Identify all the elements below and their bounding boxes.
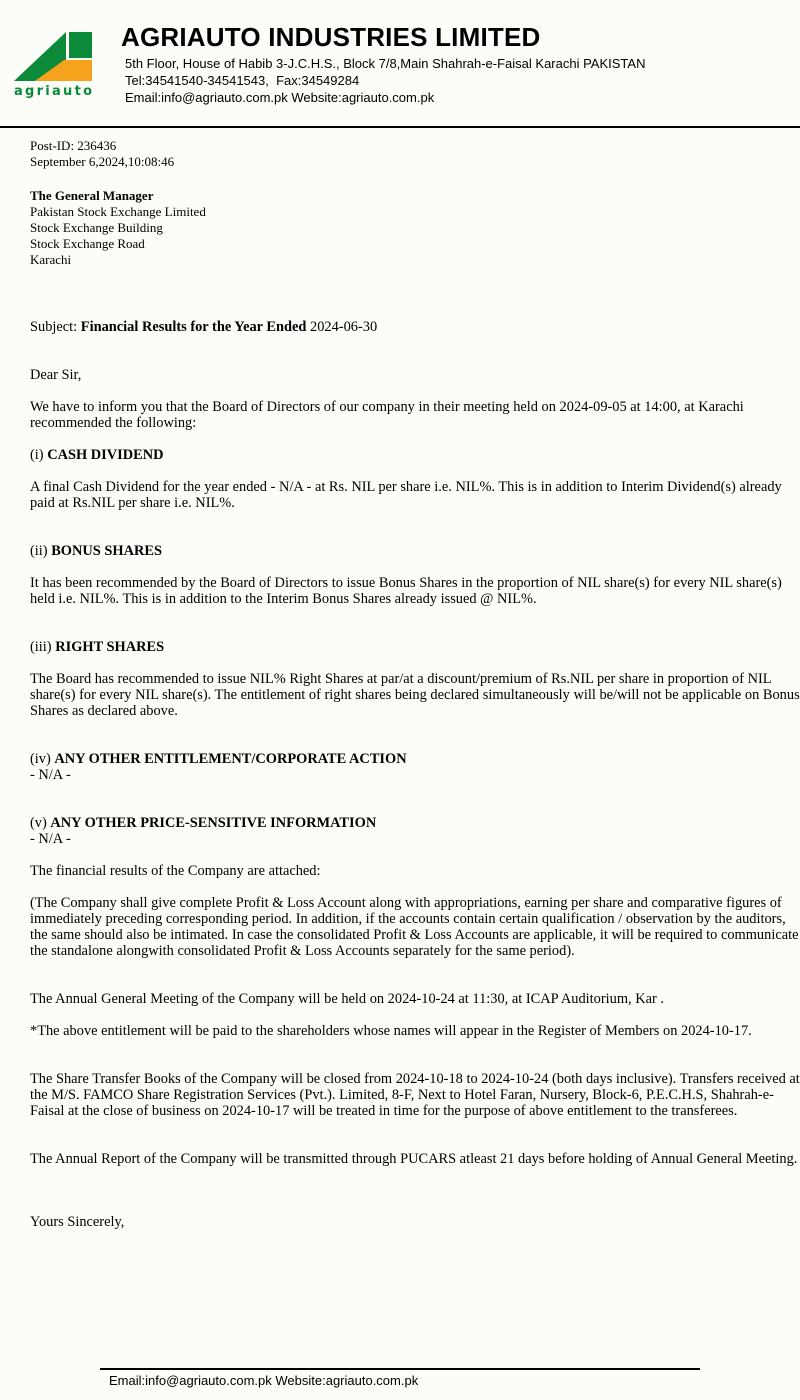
company-name: AGRIAUTO INDUSTRIES LIMITED [121,22,541,52]
company-phone: Tel:34541540-34541543, Fax:34549284 [125,73,360,88]
results-note: (The Company shall give complete Profit & Loss Account along with appropriations, earning per share and comparative figures of immediately preceding corresponding period. In addition, if the accounts contain certain qualification / observation by the auditors, the same should also be intimated. In case the consolidated Profit & Loss Accounts are applicable, it will be required to communicate the standalone alongwith consolidated Profit & Loss Accounts separately for the same period). [30,895,799,959]
subject-text: Financial Results for the Year Ended [80,319,307,335]
recipient-line: Karachi [30,252,72,267]
post-meta [30,138,800,170]
agm-notice: The Annual General Meeting of the Company will be held on 2024-10-24 at 11:30, at ICAP Auditorium, Kar . [30,991,665,1007]
recipient-line: Stock Exchange Road [30,236,145,251]
header-divider [0,126,800,128]
recipient-line: Stock Exchange Building [30,220,163,235]
company-logo [12,31,96,104]
svg-text:agriauto: agriauto [14,84,92,99]
closing: Yours Sincerely, [30,1214,125,1230]
section-other-entitlement: (iv) ANY OTHER ENTITLEMENT/CORPORATE ACTION - N/A - [30,751,800,783]
section-other-entitlement-text: - N/A - [30,767,71,783]
intro-paragraph: We have to inform you that the Board of Directors of our company in their meeting held on 2024-09-05 at 14:00, at Karachi recommended the following: [30,399,744,431]
recipient-block [30,188,800,268]
section-price-sensitive-text: - N/A - [30,831,71,847]
results-attached: The financial results of the Company are attached: [30,863,321,879]
subject-label: Subject: [30,319,78,335]
company-contact: Email:info@agriauto.com.pk Website:agriauto.com.pk [125,90,435,105]
recipient-line: Pakistan Stock Exchange Limited [30,204,206,219]
section-right-shares-heading: (iii) RIGHT SHARES [30,639,165,655]
section-cash-dividend-text: A final Cash Dividend for the year ended - N/A - at Rs. NIL per share i.e. NIL%. This is in addition to Interim Dividend(s) already paid at Rs.NIL per share i.e. NIL%. [30,479,782,511]
entitlement-notice: *The above entitlement will be paid to the shareholders whose names will appear in the Register of Members on 2024-10-17. [30,1023,752,1039]
footer-contact: Email:info@agriauto.com.pk Website:agriauto.com.pk [109,1373,419,1388]
greeting: Dear Sir, [30,367,82,383]
post-id: Post-ID: 236436 [30,138,117,153]
post-datetime: September 6,2024,10:08:46 [30,154,175,169]
subject-line [30,319,800,335]
section-cash-dividend-heading: (i) CASH DIVIDEND [30,447,164,463]
recipient-title: The General Manager [30,188,154,203]
section-bonus-heading: (ii) BONUS SHARES [30,543,162,559]
footer-divider [100,1368,700,1370]
section-price-sensitive: (v) ANY OTHER PRICE-SENSITIVE INFORMATION - N/A - [30,815,800,847]
section-bonus-text: It has been recommended by the Board of Directors to issue Bonus Shares in the proportion of NIL share(s) for every NIL share(s) held i.e. NIL%. This is in addition to the Interim Bonus Shares already issued @ NIL%. [30,575,782,607]
annual-report-notice: The Annual Report of the Company will be transmitted through PUCARS atleast 21 days before holding of Annual General Meeting. [30,1151,798,1167]
company-address: 5th Floor, House of Habib 3-J.C.H.S., Block 7/8,Main Shahrah-e-Faisal Karachi PAKISTAN [125,56,646,71]
transfer-books-notice: The Share Transfer Books of the Company will be closed from 2024-10-18 to 2024-10-24 (both days inclusive). Transfers received at the M/S. FAMCO Share Registration Services (Pvt.). Limited, 8-F, Next to Hotel Faran, Nursery, Block-6, P.E.C.H.S, Shahrah-e-Faisal at the close of business on 2024-10-17 will be treated in time for the purpose of above entitlement to the transferees. [30,1071,800,1119]
section-right-shares-text: The Board has recommended to issue NIL% Right Shares at par/at a discount/premium of Rs.NIL per share in proportion of NIL share(s) for every NIL share(s). The entitlement of right shares being declared simultaneously will be/will not be applicable on Bonus Shares as declared above. [30,671,800,719]
subject-date: 2024-06-30 [310,319,378,335]
